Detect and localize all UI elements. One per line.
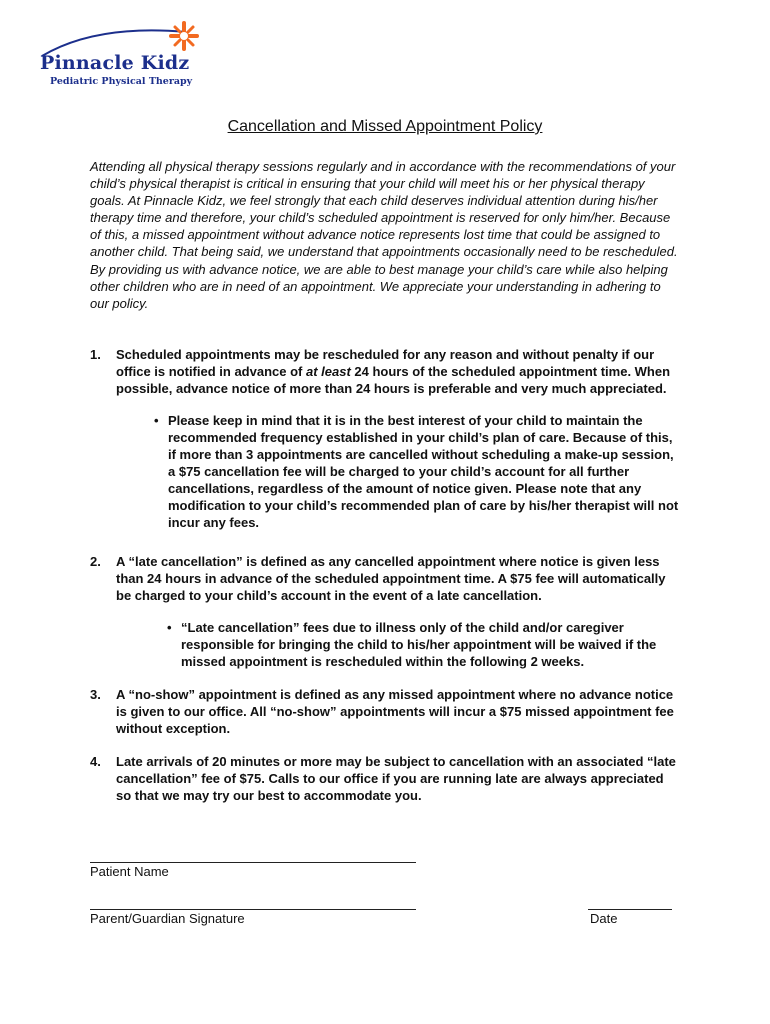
- item-number: 2.: [90, 554, 101, 569]
- date-line[interactable]: [588, 909, 672, 910]
- guardian-signature-line[interactable]: [90, 909, 416, 910]
- patient-name-line[interactable]: [90, 862, 416, 863]
- policy-list: [90, 346, 680, 804]
- intro-paragraph: Attending all physical therapy sessions regularly and in accordance with the recommendations of your child’s physical therapist is critical in ensuring that your child will meet his or her physical therapy goals. At Pinnacle Kidz, we feel strongly that each child deserves individual attention during his/her therapy time and therefore, your child’s scheduled appointment is reserved for only him/her. Because of this, a missed appointment without advance notice represents lost time that could be assigned to another child. That being said, we understand that appointments occasionally need to be rescheduled. By providing us with advance notice, we are able to best manage your child’s care while also helping other children who are in need of an appointment. We appreciate your understanding in adhering to our policy.: [90, 159, 678, 311]
- page-title: Cancellation and Missed Appointment Policy: [227, 118, 543, 135]
- item-text: Late arrivals of 20 minutes or more may be subject to cancellation with an associated “late cancellation” fee of $75. Calls to our office if you are running late are always appreciated so that we may try our best to accommodate you.: [116, 754, 676, 803]
- date-label: Date: [590, 911, 618, 926]
- item-text: Scheduled appointments may be rescheduled for any reason and without penalty if our office is notified in advance of at least 24 hours of the scheduled appointment time. When possible, advance notice of more than 24 hours is preferable and very much appreciated.: [116, 347, 671, 396]
- item-text: A “late cancellation” is defined as any cancelled appointment where notice is given less than 24 hours in advance of the scheduled appointment time. A $75 fee will automatically be charged to your child’s account in the event of a late cancellation.: [116, 554, 666, 603]
- item-bullet: • “Late cancellation” fees due to illness only of the child and/or caregiver responsible for bringing the child to his/her appointment will be waived if the missed appointment is rescheduled within the following 2 weeks.: [167, 620, 657, 669]
- policy-item: [90, 753, 680, 804]
- patient-name-label: Patient Name: [90, 864, 169, 879]
- bullet-icon: •: [167, 620, 172, 635]
- company-logo: [36, 20, 216, 90]
- policy-item: [90, 346, 680, 531]
- item-bullet: • Please keep in mind that it is in the best interest of your child to maintain the recommended frequency established in your child’s plan of care. Because of this, if more than 3 appointments are cancelled without scheduling a make-up session, a $75 cancellation fee will be charged to your child’s account for all further cancellations, regardless of the amount of notice given. Please note that any modification to your child’s recommended plan of care by his/her therapist will not incur any fees.: [154, 413, 679, 530]
- item-emphasis: at least: [305, 364, 351, 379]
- policy-item: [90, 686, 680, 737]
- item-text: A “no-show” appointment is defined as any missed appointment where no advance notice is given to our office. All “no-show” appointments will incur a $75 missed appointment fee without exception.: [116, 687, 674, 736]
- bullet-icon: •: [154, 413, 159, 428]
- guardian-signature-label: Parent/Guardian Signature: [90, 911, 245, 926]
- logo-subtitle: Pediatric Physical Therapy: [50, 76, 193, 87]
- item-number: 1.: [90, 347, 101, 362]
- item-number: 3.: [90, 687, 101, 702]
- policy-item: [90, 553, 680, 670]
- logo-name: Pinnacle Kidz: [40, 52, 190, 74]
- item-number: 4.: [90, 754, 101, 769]
